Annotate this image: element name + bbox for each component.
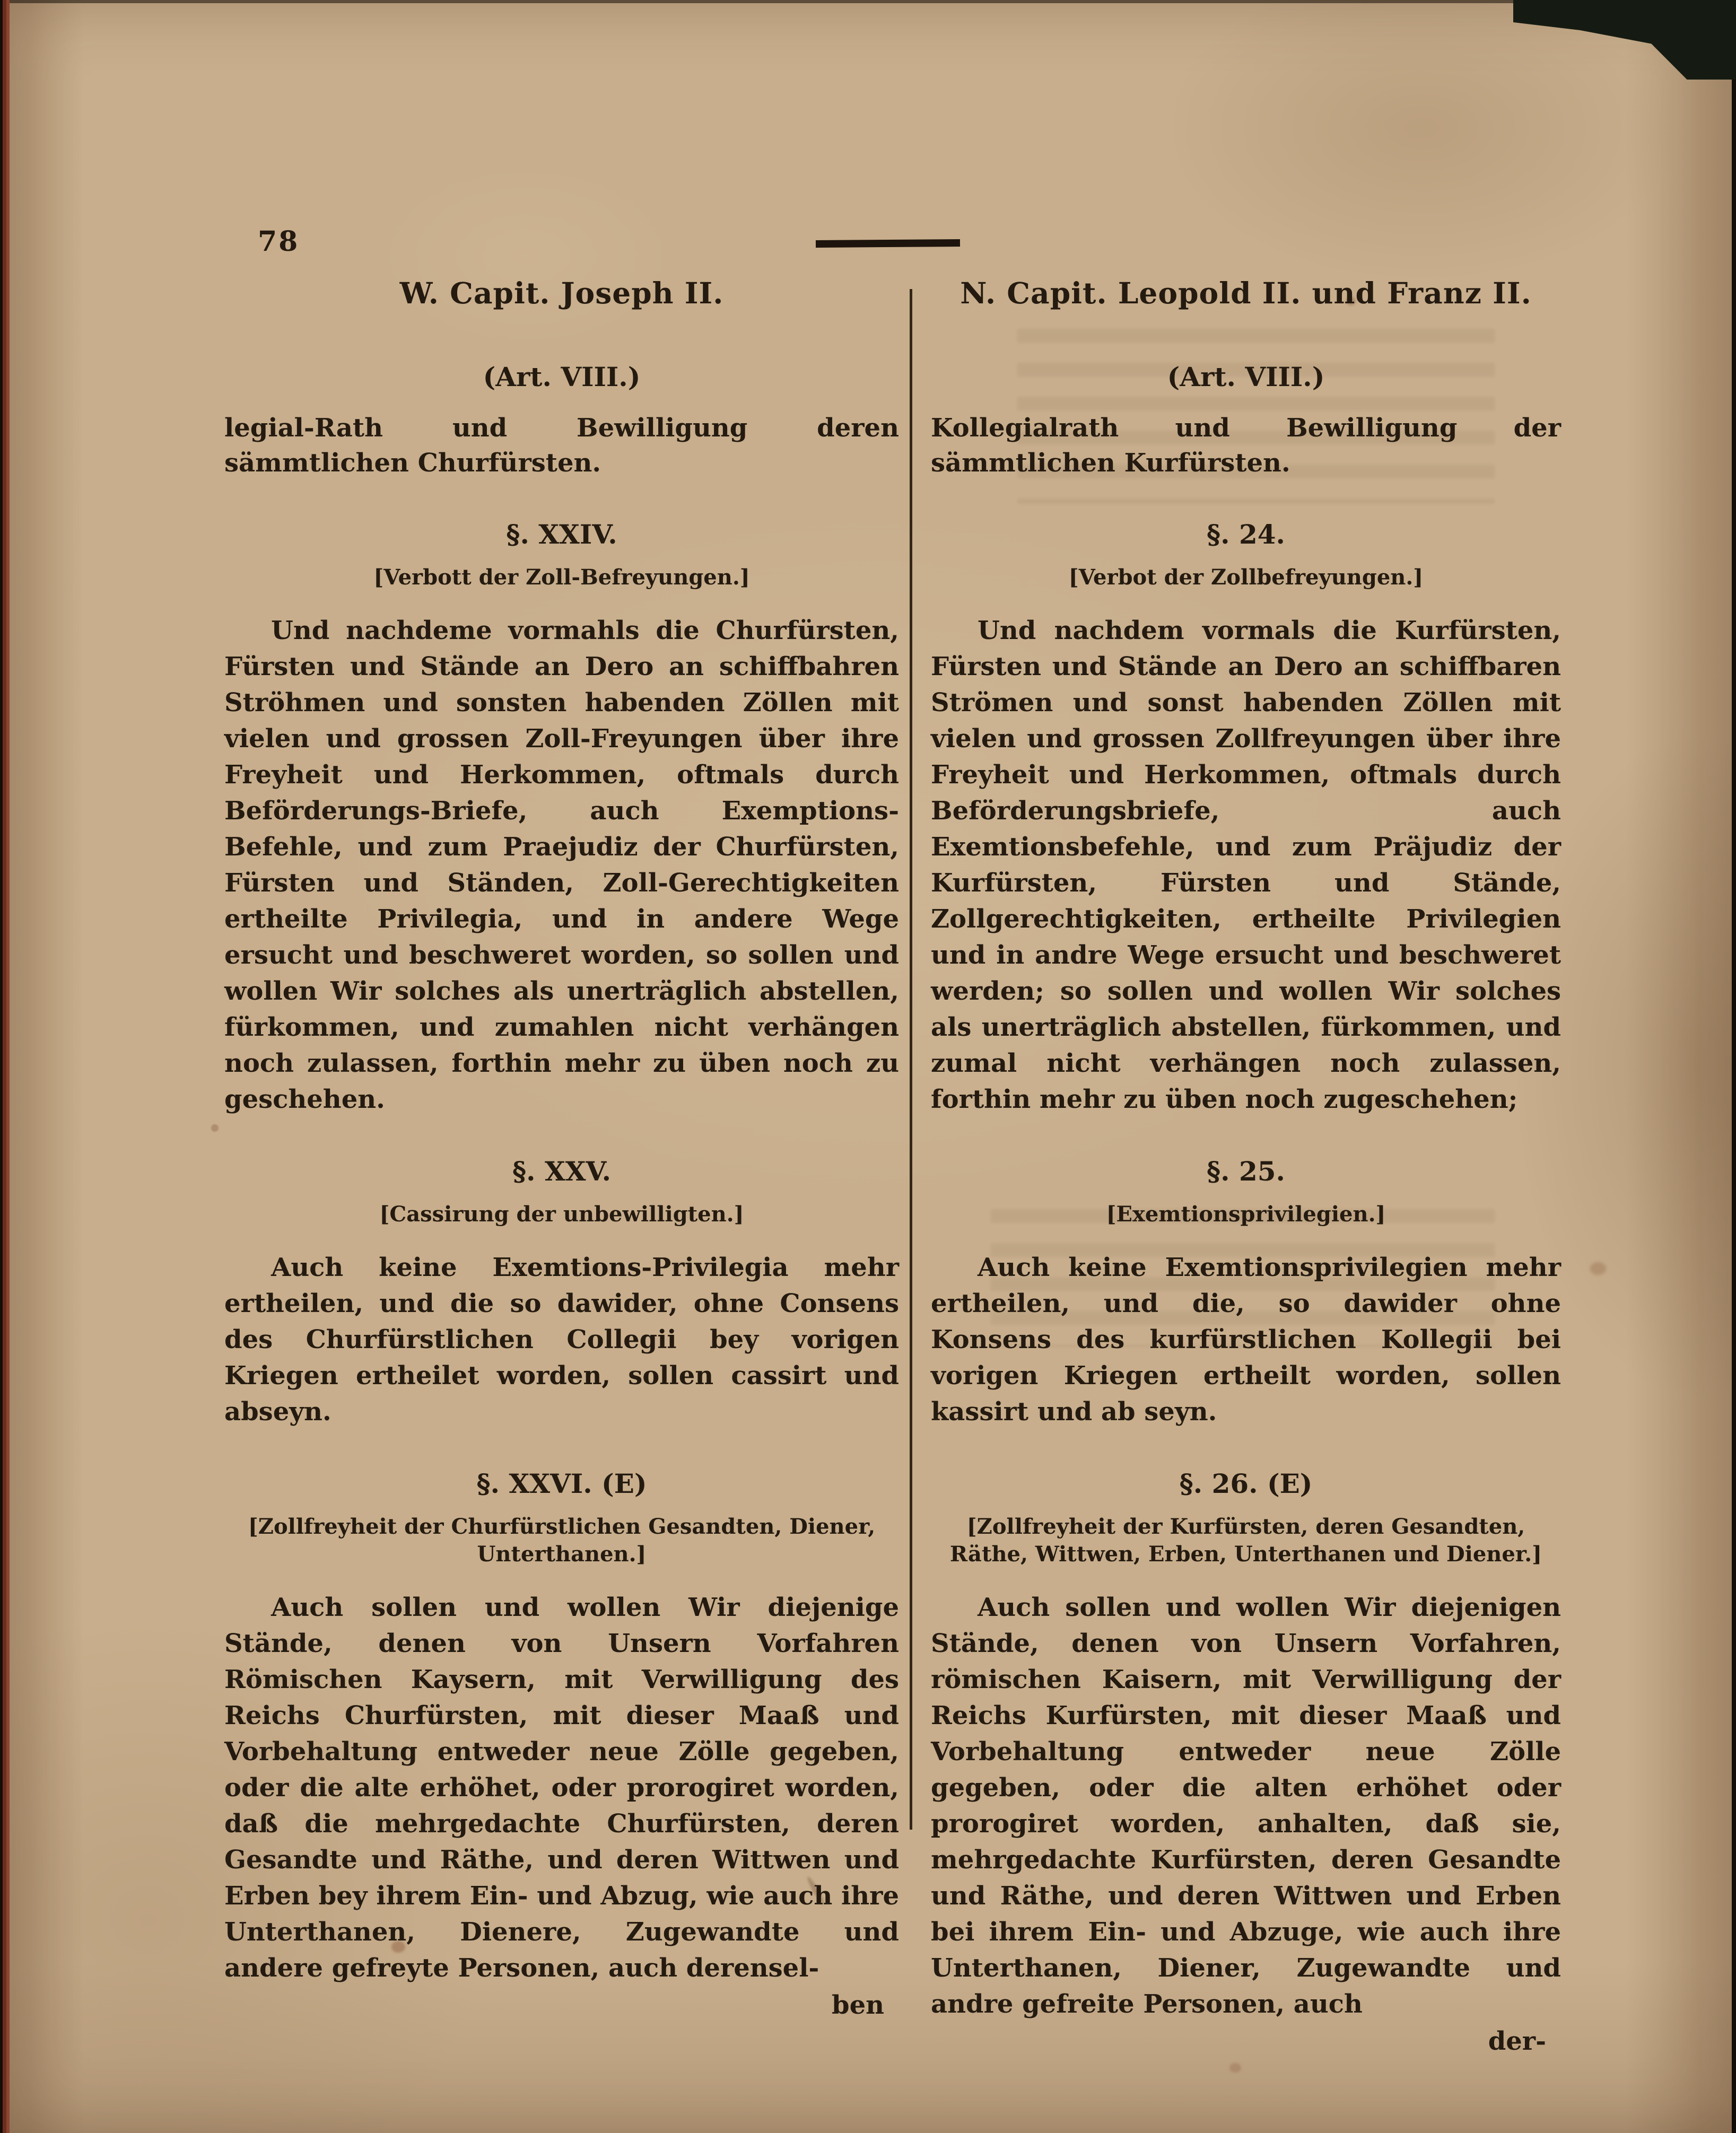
- section-heading: §. XXV.: [512, 1156, 611, 1187]
- section-subheading: [Zollfreyheit der Churfürstlichen Gesandten, Diener, Unterthanen.]: [248, 1514, 876, 1567]
- column-left-header: W. Capit. Joseph II.: [399, 276, 724, 310]
- header-rule: [816, 239, 960, 248]
- paper: [10, 0, 1732, 2133]
- section: [224, 519, 899, 1117]
- section: [931, 1468, 1561, 2022]
- article-heading: (Art. VIII.): [483, 361, 641, 392]
- section-heading: §. 24.: [1207, 519, 1285, 550]
- section-heading: §. 26. (E): [1179, 1468, 1313, 1499]
- catchword: ben: [832, 1990, 884, 2020]
- section-subheading: [Zollfreyheit der Kurfürsten, deren Gesandten, Räthe, Wittwen, Erben, Unterthanen und Diener.]: [949, 1514, 1542, 1567]
- page-number: 78: [258, 225, 300, 258]
- foxing-stain: [1590, 1262, 1606, 1275]
- catchword: der-: [1488, 2026, 1546, 2056]
- column-right-header: N. Capit. Leopold II. und Franz II.: [960, 276, 1532, 310]
- article-text: Kollegialrath und Bewilligung der sämmtlichen Kurfürsten.: [931, 413, 1561, 478]
- section-subheading: [Verbot der Zollbefreyungen.]: [1068, 565, 1424, 590]
- foxing-stain: [1229, 2063, 1241, 2073]
- section: [931, 1156, 1561, 1430]
- section-heading: §. XXIV.: [506, 519, 617, 550]
- section-subheading: [Exemtionsprivilegien.]: [1106, 1202, 1386, 1227]
- section: [931, 519, 1561, 1117]
- article-text: legial-Rath und Bewilligung deren sämmtlichen Churfürsten.: [224, 413, 899, 478]
- column-left: [224, 276, 899, 2020]
- book-edge-left: [0, 0, 10, 2133]
- section: [224, 1156, 899, 1430]
- section-subheading: [Verbott der Zoll-Befreyungen.]: [373, 565, 750, 590]
- section-body: Und nachdeme vormahls die Churfürsten, Fürsten und Stände an Dero an schiffbahren Ströhmen und sonsten habenden Zöllen mit vielen und grossen Zoll-Freyungen über ihre Freyheit und Herkommen, oftmals durch Beförderungs-Briefe, auch Exemptions-Befehle, und zum Praejudiz der Churfürsten, Fürsten und Ständen, Zoll-Gerechtigkeiten ertheilte Privilegia, und in andere Wege ersucht und beschweret worden, so sollen und wollen Wir solches als unerträglich abstellen, fürkommen, und zumahlen nicht verhängen noch zulassen, forthin mehr zu üben noch zu geschehen.: [224, 616, 899, 1114]
- section-body: Und nachdem vormals die Kurfürsten, Fürsten und Stände an Dero an schiffbaren Strömen und sonst habenden Zöllen mit vielen und grossen Zollfreyungen über ihre Freyheit und Herkommen, oftmals durch Beförderungsbriefe, auch Exemtionsbefehle, und zum Präjudiz der Kurfürsten, Fürsten und Stände, Zollgerechtigkeiten, ertheilte Privilegien und in andre Wege ersucht und beschweret werden; so sollen und wollen Wir solches als unerträglich abstellen, fürkommen, und zumal nicht verhängen noch zulassen, forthin mehr zu üben noch zugeschehen;: [931, 616, 1561, 1114]
- section-body: Auch keine Exemtionsprivilegien mehr ertheilen, und die, so dawider ohne Konsens des kurfürstlichen Kollegii bei vorigen Kriegen ertheilt worden, sollen kassirt und ab seyn.: [931, 1253, 1561, 1427]
- section-heading: §. XXVI. (E): [476, 1468, 647, 1499]
- section-body: Auch sollen und wollen Wir diejenige Stände, denen von Unsern Vorfahren Römischen Kaysern, mit Verwilligung des Reichs Churfürsten, mit dieser Maaß und Vorbehaltung entweder neue Zölle gegeben, oder die alte erhöhet, oder prorogiret worden, daß die mehrgedachte Churfürsten, deren Gesandte und Räthe, und deren Wittwen und Erben bey ihrem Ein- und Abzug, wie auch ihre Unterthanen, Dienere, Zugewandte und andere gefreyte Personen, auch derensel-: [224, 1593, 899, 1983]
- section-heading: §. 25.: [1207, 1156, 1285, 1187]
- section: [224, 1468, 899, 1986]
- column-divider: [910, 289, 912, 1830]
- scan-edge-top: [10, 0, 1736, 3]
- section-body: Auch sollen und wollen Wir diejenigen Stände, denen von Unsern Vorfahren, römischen Kaisern, mit Verwilligung der Reichs Kurfürsten, mit dieser Maaß und Vorbehaltung entweder neue Zölle gegeben, oder die alten erhöhet oder prorogiret worden, anhalten, daß sie, mehrgedachte Kurfürsten, deren Gesandte und Räthe, und deren Wittwen und Erben bei ihrem Ein- und Abzuge, wie auch ihre Unterthanen, Diener, Zugewandte und andre gefreite Personen, auch: [931, 1593, 1561, 2019]
- article-heading: (Art. VIII.): [1167, 361, 1325, 392]
- column-right: [931, 276, 1561, 2056]
- section-subheading: [Cassirung der unbewilligten.]: [379, 1202, 744, 1227]
- section-body: Auch keine Exemtions-Privilegia mehr ertheilen, und die so dawider, ohne Consens des Churfürstlichen Collegii bey vorigen Kriegen ertheilet worden, sollen cassirt und abseyn.: [224, 1253, 899, 1427]
- foxing-stain: [211, 1124, 219, 1132]
